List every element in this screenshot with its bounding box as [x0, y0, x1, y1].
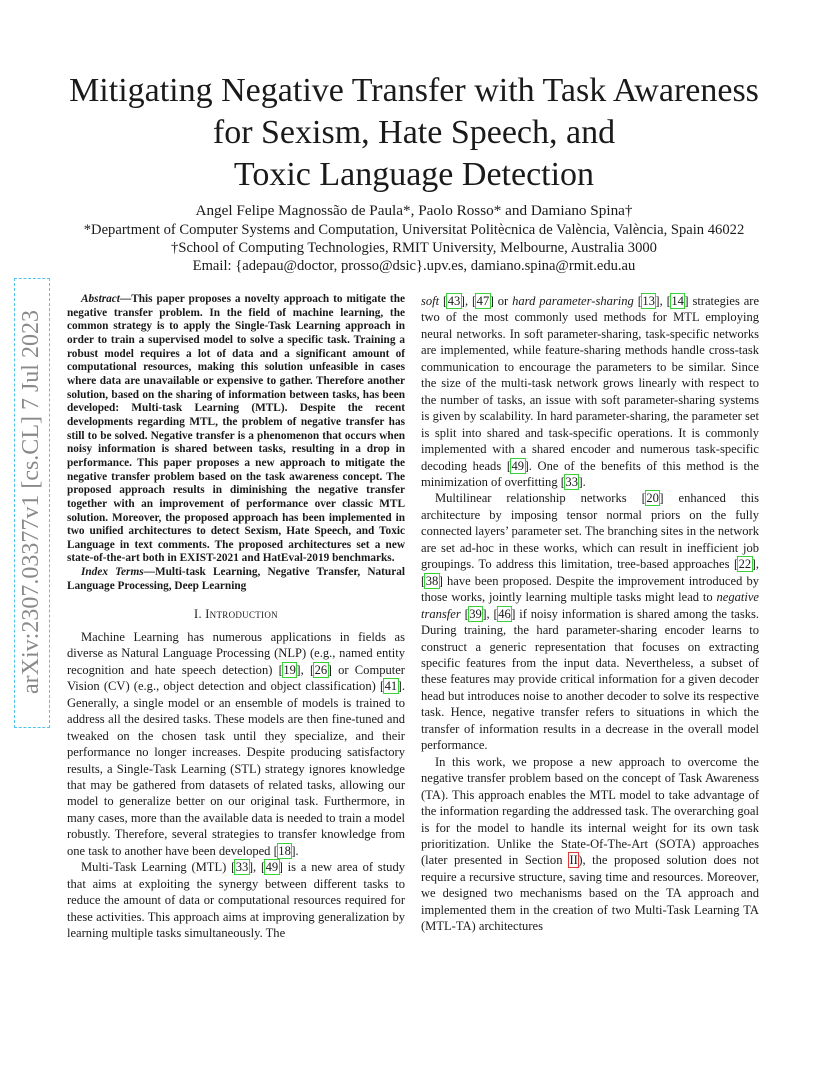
title-line-1: Mitigating Negative Transfer with Task Awareness	[69, 72, 759, 109]
citation-number[interactable]: 14	[671, 294, 684, 308]
arxiv-stamp[interactable]	[14, 278, 50, 728]
citation-link[interactable]: [46]	[493, 606, 516, 621]
citation-link[interactable]: [20]	[641, 491, 664, 506]
citation-link[interactable]: [47]	[471, 294, 494, 308]
paragraph: Machine Learning has numerous applications in fields as diverse as Natural Language Processing (NLP) (e.g., named entity recognition and hate speech detection) [19], [26] or Computer Vision (CV) (e.g., object detection and object classification) [41]. Generally, a single model or an ensemble of models is trained to address all the desired tasks. These models are then fine-tuned and tweaked on the chosen task until they specialize, and their performance no longer increases. Despite producing satisfactory results, a Single-Task Learning (STL) strategy ignores knowledge that may be gathered from datasets of related tasks, allowing our model to generalize better on our original task. Furthermore, in many cases, more than the available data is needed to train a model robustly. Therefore, several strategies to transfer knowledge from one task to another have been developed [18].	[67, 629, 405, 858]
author-names: Angel Felipe Magnossão de Paula*, Paolo Rosso* and Damiano Spina†	[195, 202, 633, 219]
citation-link[interactable]: [49]	[506, 458, 529, 473]
title-line-2: for Sexism, Hate Speech, and	[212, 114, 616, 151]
citation-number[interactable]: 49	[265, 860, 279, 875]
right-column	[421, 293, 759, 935]
arxiv-stamp-text: arXiv:2307.03377v1 [cs.CL] 7 Jul 2023	[18, 310, 44, 694]
citation-number[interactable]: 38	[425, 573, 439, 588]
citation-link[interactable]: [19]	[278, 662, 301, 677]
citation-number[interactable]: 49	[511, 458, 525, 473]
paragraph: Multi-Task Learning (MTL) [33], [49] is a new area of study that aims at exploiting the synergy between different tasks to reduce the amount of data or computational resources required for these activities. This approach aims at improving generalization by learning multiple tasks simultaneously. The	[67, 860, 405, 941]
index-terms-label: Index Terms	[81, 566, 144, 579]
index-terms-text: —Multi-task Learning, Negative Transfer, Natural Language Processing, Deep Learning	[67, 566, 405, 592]
citation-number[interactable]: 19	[283, 662, 296, 677]
citation-number[interactable]: 41	[384, 679, 398, 694]
title-line-3: Toxic Language Detection	[233, 156, 595, 193]
citation-link[interactable]: [14]	[666, 294, 689, 308]
citation-number[interactable]: 46	[498, 606, 511, 621]
section-link[interactable]	[569, 853, 578, 867]
citation-number[interactable]: 13	[642, 294, 655, 308]
citation-link[interactable]: [18]	[273, 843, 296, 858]
citation-number[interactable]: 33	[565, 474, 578, 489]
citation-number[interactable]: 47	[476, 294, 490, 308]
citation-number[interactable]: 20	[646, 491, 659, 506]
section-heading-introduction: I. Introduction	[194, 607, 278, 622]
citation-link[interactable]: [49]	[260, 860, 283, 875]
citation-link[interactable]: [33]	[560, 474, 583, 489]
affiliation-1: *Department of Computer Systems and Computation, Universitat Politècnica de València, València, Spain 46022	[83, 222, 745, 238]
citation-link[interactable]: [43]	[443, 294, 465, 308]
author-email: Email: {adepau@doctor, prosso@dsic}.upv.es, damiano.spina@rmit.edu.au	[192, 258, 636, 274]
citation-number[interactable]: 22	[738, 557, 752, 572]
paper-title	[60, 70, 768, 196]
citation-number[interactable]: 43	[447, 294, 461, 308]
citation-link[interactable]: [13]	[637, 294, 660, 308]
citation-number[interactable]: 39	[469, 606, 482, 621]
index-terms	[67, 566, 405, 593]
citation-link[interactable]: [26]	[309, 662, 332, 677]
citation-link[interactable]: [33]	[231, 860, 254, 875]
paragraph: soft [43], [47] or hard parameter-sharing [13], [14] strategies are two of the most commonly used methods for MTL employing neural networks. In soft parameter-sharing, task-specific networks are implemented, while feature-sharing methods handle cross-task communication to encourage the parameters to be similar. Since the size of the multi-task network grows linearly with respect to the number of tasks, an issue with soft parameter-sharing systems is given by scalability. In hard parameter-sharing, the parameter set is split into shared and task-specific operations. It is commonly implemented with a shared encoder and numerous task-specific decoding heads [49]. One of the benefits of this method is the minimization of overfitting [33].	[421, 294, 760, 489]
citation-link[interactable]: [39]	[464, 606, 487, 621]
citation-number[interactable]: 18	[278, 843, 291, 858]
section-number[interactable]: II	[569, 853, 578, 868]
paragraph: In this work, we propose a new approach to overcome the negative transfer problem based on the concept of Task Awareness (TA). This approach enables the MTL model to take advantage of the information regarding the addressed task. The overarching goal is for the model to handle its internal weight for its own task prioritization. Unlike the State-Of-The-Art (SOTA) approaches (later presented in Section II), the proposed solution does not require a recursive structure, saving time and resources. Moreover, we designed two mechanisms based on the TA approach and implemented them in the creation of two Multi-Task Learning TA (MTL-TA) architectures	[421, 754, 759, 934]
paragraph: Multilinear relationship networks [20] enhanced this architecture by imposing tensor normal priors on the fully connected layers’ parameter set. The branching sites in the network are set ad-hoc in these works, which can result in inefficient job groupings. To address this limitation, tree-based approaches [22], [38] have been proposed. Despite the improvement introduced by those works, jointly learning multiple tasks might lead to negative transfer [39], [46] if noisy information is shared among the tasks. During training, the hard parameter-sharing encoder learns to construct a generic representation that focuses on extracting specific features from the input data. Nevertheless, a subset of these features may provide critical information for a given decoder head but introduces noise to another decoder to solve its respective task. Hence, negative transfer refers to situations in which the transfer of information results in a decrease in the overall model performance.	[421, 491, 760, 753]
citation-link[interactable]: [41]	[379, 679, 402, 694]
left-column	[67, 293, 405, 942]
citation-link[interactable]: [22]	[733, 557, 756, 572]
abstract-label: Abstract	[81, 293, 120, 305]
author-block	[60, 202, 768, 275]
citation-number[interactable]: 33	[235, 860, 249, 875]
affiliation-2: †School of Computing Technologies, RMIT University, Melbourne, Australia 3000	[171, 240, 657, 256]
abstract-text: —This paper proposes a novelty approach to mitigate the negative transfer problem. In the field of machine learning, the common strategy is to apply the Single-Task Learning approach in order to train a supervised model to solve a specific task. Training a robust model requires a lot of data and a significant amount of computational resources, making this solution unfeasible in cases where data are unavailable or expensive to gather. Therefore another solution, based on the sharing of information between tasks, has been developed: Multi-task Learning (MTL). Despite the recent developments regarding MTL, the problem of negative transfer has still to be solved. Negative transfer is a phenomenon that occurs when noisy information is shared between tasks, resulting in a drop in performance. This paper proposes a new approach to mitigate the negative transfer problem based on the task awareness concept. The proposed approach results in diminishing the negative transfer together with an improvement of performance over classic MTL solution. Moreover, the proposed approach has been implemented in two unified architectures to detect Sexism, Hate Speech, and Toxic Language in text comments. The proposed architectures set a new state-of-the-art both in EXIST-2021 and HatEval-2019 benchmarks.	[67, 293, 405, 565]
citation-number[interactable]: 26	[314, 662, 328, 677]
abstract	[67, 293, 405, 566]
citation-link[interactable]: [38]	[421, 573, 443, 588]
